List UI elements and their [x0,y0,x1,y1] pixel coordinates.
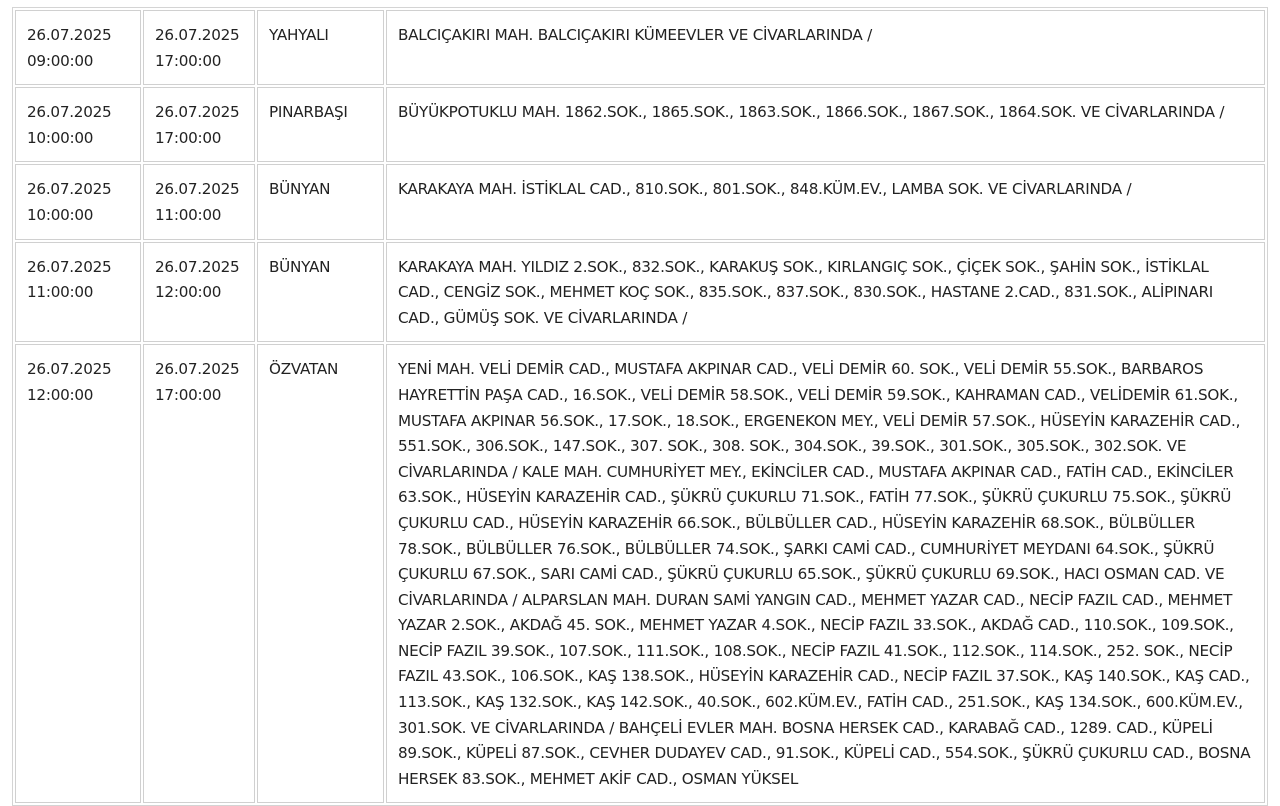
end-time: 17:00:00 [155,128,222,147]
end-cell [143,87,255,162]
end-time: 12:00:00 [155,283,222,302]
description-cell: KARAKAYA MAH. İSTİKLAL CAD., 810.SOK., 801.SOK., 848.KÜM.EV., LAMBA SOK. VE CİVARLARINDA / [386,164,1265,239]
start-cell [15,10,141,85]
description-cell: KARAKAYA MAH. YILDIZ 2.SOK., 832.SOK., KARAKUŞ SOK., KIRLANGIÇ SOK., ÇİÇEK SOK., ŞAHİN SOK., İSTİKLAL CAD., CENGİZ SOK., MEHMET KOÇ SOK., 835.SOK., 837.SOK., 830.SOK., HASTANE 2.CAD., 831.SOK., ALİPINARI CAD., GÜMÜŞ SOK. VE CİVARLARINDA / [386,242,1265,343]
start-cell [15,87,141,162]
end-cell [143,242,255,343]
table-row [15,10,1265,85]
description-cell: BALCIÇAKIRI MAH. BALCIÇAKIRI KÜMEEVLER VE CİVARLARINDA / [386,10,1265,85]
end-time: 11:00:00 [155,205,222,224]
start-date: 26.07.2025 [27,180,112,199]
start-date: 26.07.2025 [27,360,112,379]
start-time: 10:00:00 [27,128,94,147]
district-cell: YAHYALI [257,10,384,85]
start-cell [15,164,141,239]
description-cell: BÜYÜKPOTUKLU MAH. 1862.SOK., 1865.SOK., 1863.SOK., 1866.SOK., 1867.SOK., 1864.SOK. VE CİVARLARINDA / [386,87,1265,162]
district-cell: ÖZVATAN [257,344,384,803]
end-date: 26.07.2025 [155,180,240,199]
start-date: 26.07.2025 [27,257,112,276]
outage-table-body [15,10,1265,803]
end-date: 26.07.2025 [155,26,240,44]
end-date: 26.07.2025 [155,257,240,276]
start-cell [15,242,141,343]
end-cell [143,344,255,803]
end-date: 26.07.2025 [155,103,240,122]
outage-table [12,7,1268,806]
start-time: 11:00:00 [27,283,94,302]
start-time: 09:00:00 [27,51,94,70]
description-cell: YENİ MAH. VELİ DEMİR CAD., MUSTAFA AKPINAR CAD., VELİ DEMİR 60. SOK., VELİ DEMİR 55.SOK., BARBAROS HAYRETTİN PAŞA CAD., 16.SOK., VELİ DEMİR 58.SOK., VELİ DEMİR 59.SOK., KAHRAMAN CAD., VELİDEMİR 61.SOK., MUSTAFA AKPINAR 56.SOK., 17.SOK., 18.SOK., ERGENEKON MEY., VELİ DEMİR 57.SOK., HÜSEYİN KARAZEHİR CAD., 551.SOK., 306.SOK., 147.SOK., 307. SOK., 308. SOK., 304.SOK., 39.SOK., 301.SOK., 305.SOK., 302.SOK. VE CİVARLARINDA / KALE MAH. CUMHURİYET MEY., EKİNCİLER CAD., MUSTAFA AKPINAR CAD., FATİH CAD., EKİNCİLER 63.SOK., HÜSEYİN KARAZEHİR CAD., ŞÜKRÜ ÇUKURLU 71.SOK., FATİH 77.SOK., ŞÜKRÜ ÇUKURLU 75.SOK., ŞÜKRÜ ÇUKURLU CAD., HÜSEYİN KARAZEHİR 66.SOK., BÜLBÜLLER CAD., HÜSEYİN KARAZEHİR 68.SOK., BÜLBÜLLER 78.SOK., BÜLBÜLLER 76.SOK., BÜLBÜLLER 74.SOK., ŞARKI CAMİ CAD., CUMHURİYET MEYDANI 64.SOK., ŞÜKRÜ ÇUKURLU 67.SOK., SARI CAMİ CAD., ŞÜKRÜ ÇUKURLU 65.SOK., ŞÜKRÜ ÇUKURLU 69.SOK., HACI OSMAN CAD. VE CİVARLARINDA / ALPARSLAN MAH. DURAN SAMİ YANGIN CAD., MEHMET YAZAR CAD., NECİP FAZIL CAD., MEHMET YAZAR 2.SOK., AKDAĞ 45. SOK., MEHMET YAZAR 4.SOK., NECİP FAZIL 33.SOK., AKDAĞ CAD., 110.SOK., 109.SOK., NECİP FAZIL 39.SOK., 107.SOK., 111.SOK., 108.SOK., NECİP FAZIL 41.SOK., 112.SOK., 114.SOK., 252. SOK., NECİP FAZIL 43.SOK., 106.SOK., KAŞ 138.SOK., HÜSEYİN KARAZEHİR CAD., NECİP FAZIL 37.SOK., KAŞ 140.SOK., KAŞ CAD., 113.SOK., KAŞ 132.SOK., KAŞ 142.SOK., 40.SOK., 602.KÜM.EV., FATİH CAD., 251.SOK., KAŞ 134.SOK., 600.KÜM.EV., 301.SOK. VE CİVARLARINDA / BAHÇELİ EVLER MAH. BOSNA HERSEK CAD., KARABAĞ CAD., 1289. CAD., KÜPELİ 89.SOK., KÜPELİ 87.SOK., CEVHER DUDAYEV CAD., 91.SOK., KÜPELİ CAD., 554.SOK., ŞÜKRÜ ÇUKURLU CAD., BOSNA HERSEK 83.SOK., MEHMET AKİF CAD., OSMAN YÜKSEL [386,344,1265,803]
end-cell [143,10,255,85]
district-cell: BÜNYAN [257,242,384,343]
start-time: 12:00:00 [27,385,94,404]
table-row [15,164,1265,239]
outage-table-container [12,7,1268,806]
start-date: 26.07.2025 [27,103,112,122]
start-date: 26.07.2025 [27,26,112,44]
end-date: 26.07.2025 [155,360,240,379]
end-time: 17:00:00 [155,51,222,70]
table-row [15,242,1265,343]
start-time: 10:00:00 [27,205,94,224]
end-time: 17:00:00 [155,385,222,404]
table-row [15,344,1265,803]
end-cell [143,164,255,239]
district-cell: PINARBAŞI [257,87,384,162]
district-cell: BÜNYAN [257,164,384,239]
table-row [15,87,1265,162]
start-cell [15,344,141,803]
